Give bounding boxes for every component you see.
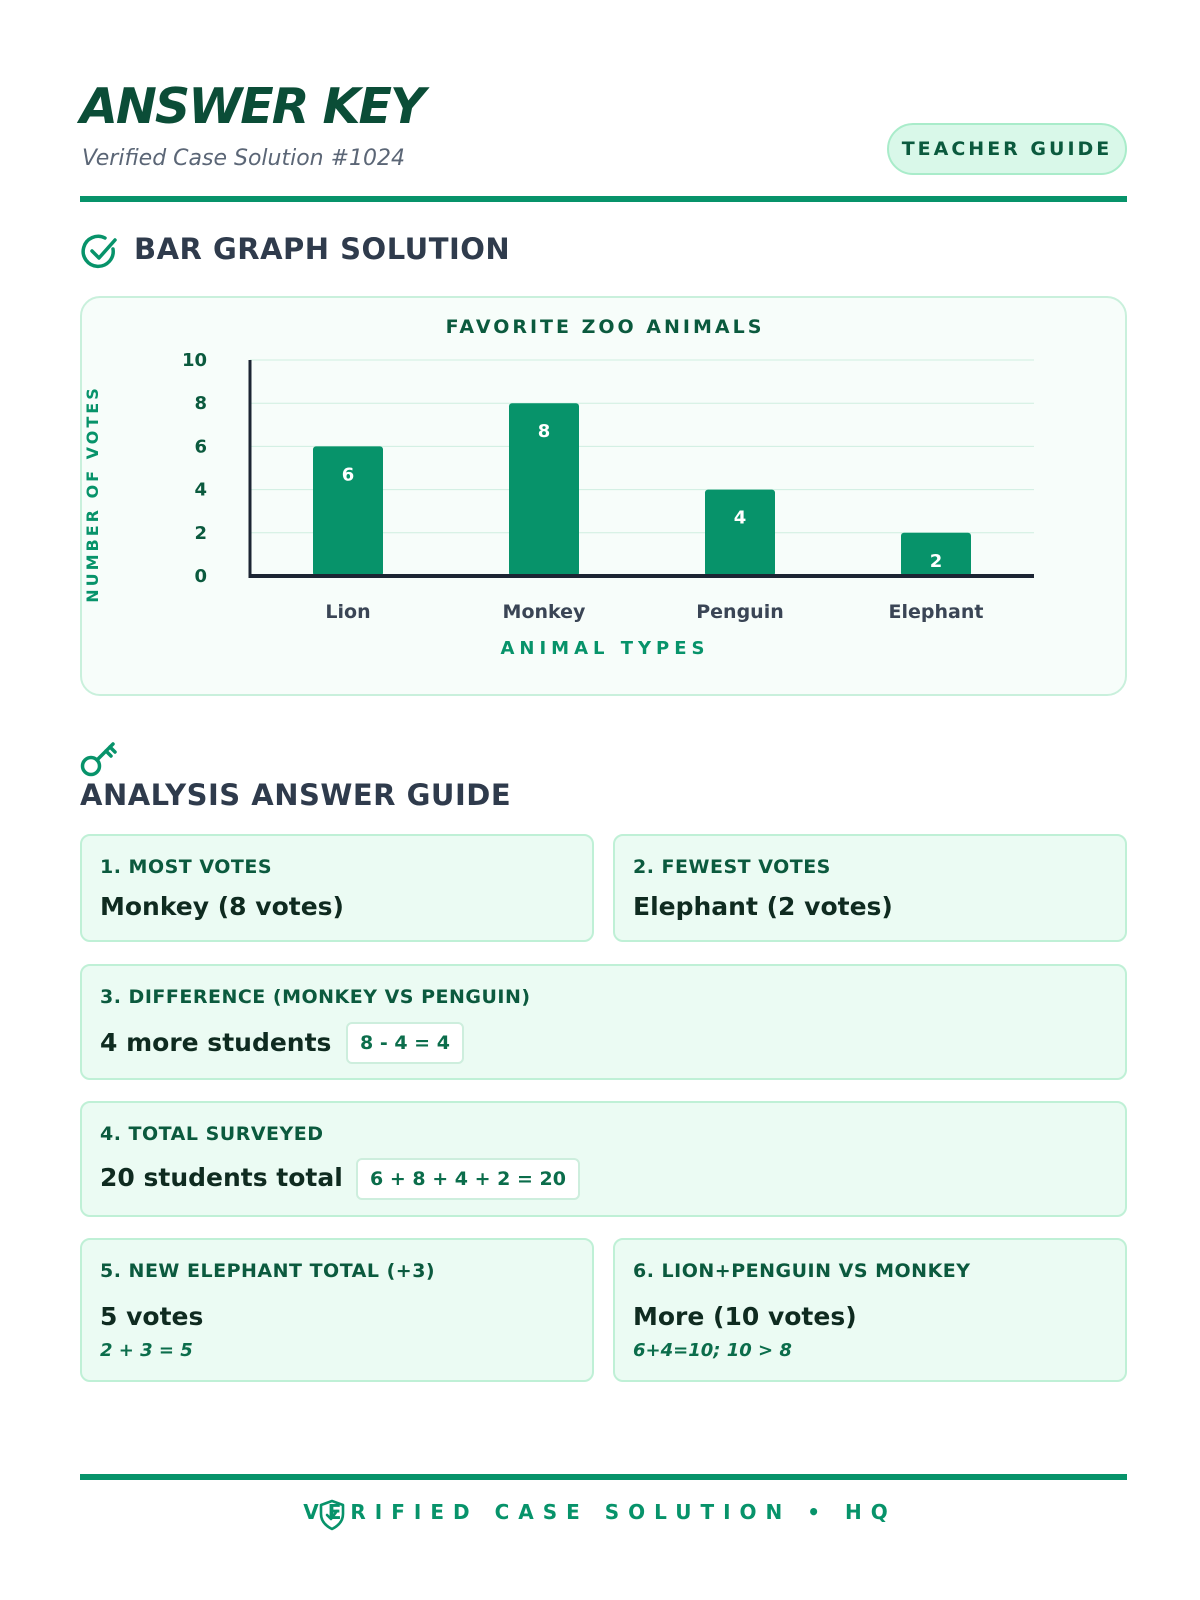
- page-title: ANSWER KEY: [80, 78, 424, 135]
- answer-note: 2 + 3 = 5: [100, 1340, 193, 1361]
- teacher-guide-badge: TEACHER GUIDE: [887, 123, 1127, 175]
- footer-text: VERIFIED CASE SOLUTION • HQ: [303, 1500, 897, 1524]
- answer-label: 3. DIFFERENCE (MONKEY VS PENGUIN): [100, 986, 531, 1008]
- answer-value: Elephant (2 votes): [633, 892, 893, 921]
- answer-equation: 8 - 4 = 4: [346, 1022, 464, 1064]
- answer-card-new-elephant-total: [80, 1238, 594, 1382]
- page-subtitle: Verified Case Solution #1024: [82, 146, 406, 171]
- answer-value: More (10 votes): [633, 1302, 857, 1331]
- bar-chart-card: [80, 296, 1127, 696]
- chart-bar-value-label: 6: [341, 464, 355, 486]
- answer-card-fewest-votes: [613, 834, 1127, 942]
- chart-bar-value-label: 8: [537, 421, 551, 443]
- chart-y-axis-label: NUMBER OF VOTES: [83, 385, 102, 603]
- answer-card-difference: [80, 964, 1127, 1080]
- bar-chart: [82, 298, 1129, 698]
- graph-section-title: BAR GRAPH SOLUTION: [134, 232, 511, 266]
- analysis-section-title: ANALYSIS ANSWER GUIDE: [80, 778, 512, 812]
- answer-value: 5 votes: [100, 1302, 204, 1331]
- answer-label: 5. NEW ELEPHANT TOTAL (+3): [100, 1260, 436, 1282]
- chart-y-tick-label: 0: [194, 566, 207, 587]
- chart-y-tick-label: 6: [194, 436, 207, 458]
- chart-category-label: Penguin: [696, 601, 784, 623]
- key-icon: [80, 736, 122, 778]
- answer-card-total-surveyed: [80, 1101, 1127, 1217]
- answer-label: 2. FEWEST VOTES: [633, 856, 831, 878]
- answer-label: 6. LION+PENGUIN VS MONKEY: [633, 1260, 971, 1282]
- answer-card-most-votes: [80, 834, 594, 942]
- chart-bar-value-label: 2: [929, 550, 943, 572]
- chart-category-label: Lion: [325, 601, 371, 623]
- chart-y-tick-label: 10: [181, 350, 207, 371]
- answer-card-lion-penguin-vs-monkey: [613, 1238, 1127, 1382]
- answer-value: 4 more students: [100, 1028, 332, 1057]
- chart-category-label: Elephant: [888, 601, 984, 623]
- footer-divider: [80, 1474, 1127, 1480]
- chart-bar-value-label: 4: [733, 507, 747, 529]
- chart-y-tick-label: 4: [194, 479, 207, 501]
- chart-title: FAVORITE ZOO ANIMALS: [445, 316, 765, 338]
- answer-label: 4. TOTAL SURVEYED: [100, 1123, 324, 1145]
- answer-value: 20 students total: [100, 1163, 343, 1192]
- chart-y-tick-label: 2: [194, 522, 207, 544]
- check-circle-icon: [80, 232, 120, 272]
- answer-note: 6+4=10; 10 > 8: [633, 1340, 792, 1361]
- chart-category-label: Monkey: [502, 601, 586, 623]
- chart-x-axis-label: ANIMAL TYPES: [500, 638, 710, 659]
- answer-label: 1. MOST VOTES: [100, 856, 273, 878]
- chart-bar: [705, 490, 775, 576]
- header-divider: [80, 196, 1127, 202]
- answer-value: Monkey (8 votes): [100, 892, 344, 921]
- answer-equation: 6 + 8 + 4 + 2 = 20: [356, 1158, 580, 1200]
- chart-y-tick-label: 8: [194, 393, 207, 415]
